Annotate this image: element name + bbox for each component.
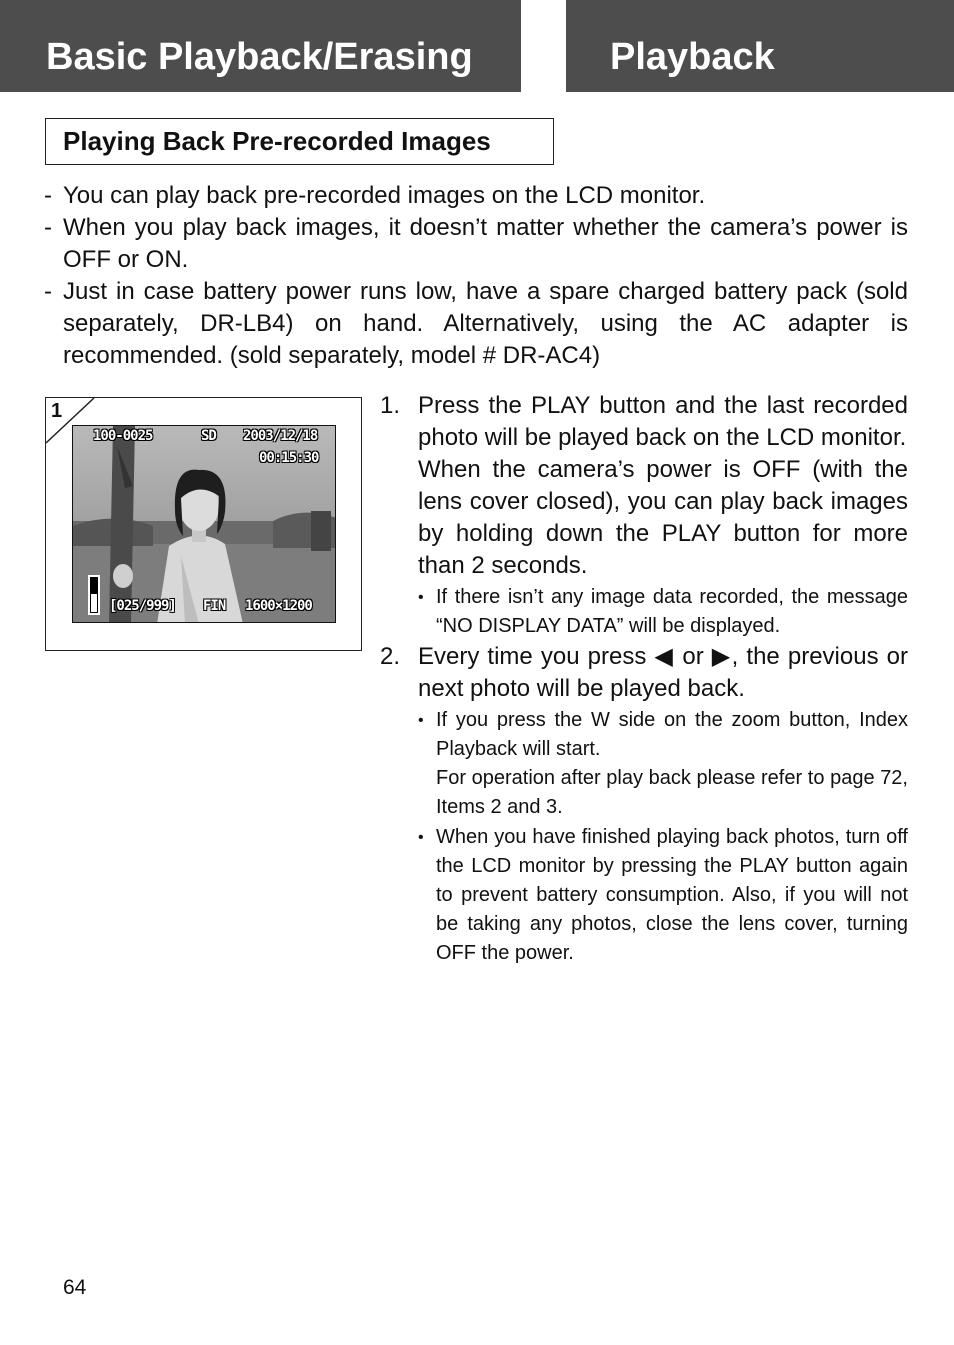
chapter-header — [0, 0, 521, 92]
step-1 — [380, 390, 908, 641]
intro-text: When you play back images, it doesn’t matter whether the camera’s power is OFF or ON. — [63, 214, 908, 273]
section-header — [566, 0, 954, 92]
step-note — [418, 823, 908, 968]
step-2 — [380, 641, 908, 968]
note-text: If you press the W side on the zoom button, Index Playback will start. — [436, 709, 908, 760]
step-paragraph: Press the PLAY button and the last recorded photo will be played back on the LCD monitor. — [418, 392, 908, 451]
note-bullet: • — [418, 589, 424, 606]
step-number: 1. — [380, 392, 401, 419]
section-title: Playing Back Pre-recorded Images — [45, 118, 554, 165]
step-body — [418, 641, 908, 968]
intro-dash: - — [44, 182, 52, 209]
lcd-frame-count: [025/999] — [109, 598, 176, 614]
note-text: When you have finished playing back photos, turn off the LCD monitor by pressing the PLAY button again to prevent battery consumption. Also, if you will not be taking any photos, close the lens cover, turning OFF the power. — [436, 826, 908, 964]
intro-dash: - — [44, 278, 52, 305]
step-body — [418, 390, 908, 641]
page-number: 64 — [63, 1276, 87, 1299]
intro-text: Just in case battery power runs low, have a spare charged battery pack (sold separately, DR-LB4) on hand. Alternatively, using the AC adapter is recommended. (sold separately, model # DR-AC4) — [63, 278, 908, 369]
steps-list — [380, 390, 908, 968]
lcd-card-type: SD — [201, 428, 216, 444]
intro-dash: - — [44, 214, 52, 241]
lcd-quality: FIN — [203, 598, 226, 614]
lcd-file-number: 100-0025 — [93, 428, 153, 444]
intro-item — [44, 180, 908, 212]
lcd-time: 00:15:30 — [259, 450, 319, 466]
intro-text: You can play back pre-recorded images on the LCD monitor. — [63, 182, 706, 209]
lcd-date: 2003/12/18 — [243, 428, 318, 444]
intro-list — [44, 180, 908, 372]
chapter-title: Basic Playback/Erasing — [46, 35, 473, 78]
lcd-resolution: 1600×1200 — [245, 598, 312, 614]
intro-item — [44, 212, 908, 276]
lcd-screen — [72, 425, 336, 623]
step-note — [418, 706, 908, 822]
note-text: For operation after play back please refer to page 72, Items 2 and 3. — [436, 767, 908, 818]
playback-figure — [45, 397, 362, 651]
step-number: 2. — [380, 643, 401, 670]
step-paragraph: When the camera’s power is OFF (with the lens cover closed), you can play back images by holding down the PLAY button for more than 2 seconds. — [418, 456, 908, 579]
figure-number: 1 — [51, 400, 63, 422]
step-paragraph: Every time you press ◀ or ▶, the previous or next photo will be played back. — [418, 643, 908, 702]
note-text: If there isn’t any image data recorded, the message “NO DISPLAY DATA” will be displayed. — [436, 586, 908, 637]
step-note — [418, 583, 908, 641]
note-bullet: • — [418, 712, 424, 729]
section-header-title: Playback — [610, 35, 775, 78]
intro-item — [44, 276, 908, 372]
note-bullet: • — [418, 829, 424, 846]
